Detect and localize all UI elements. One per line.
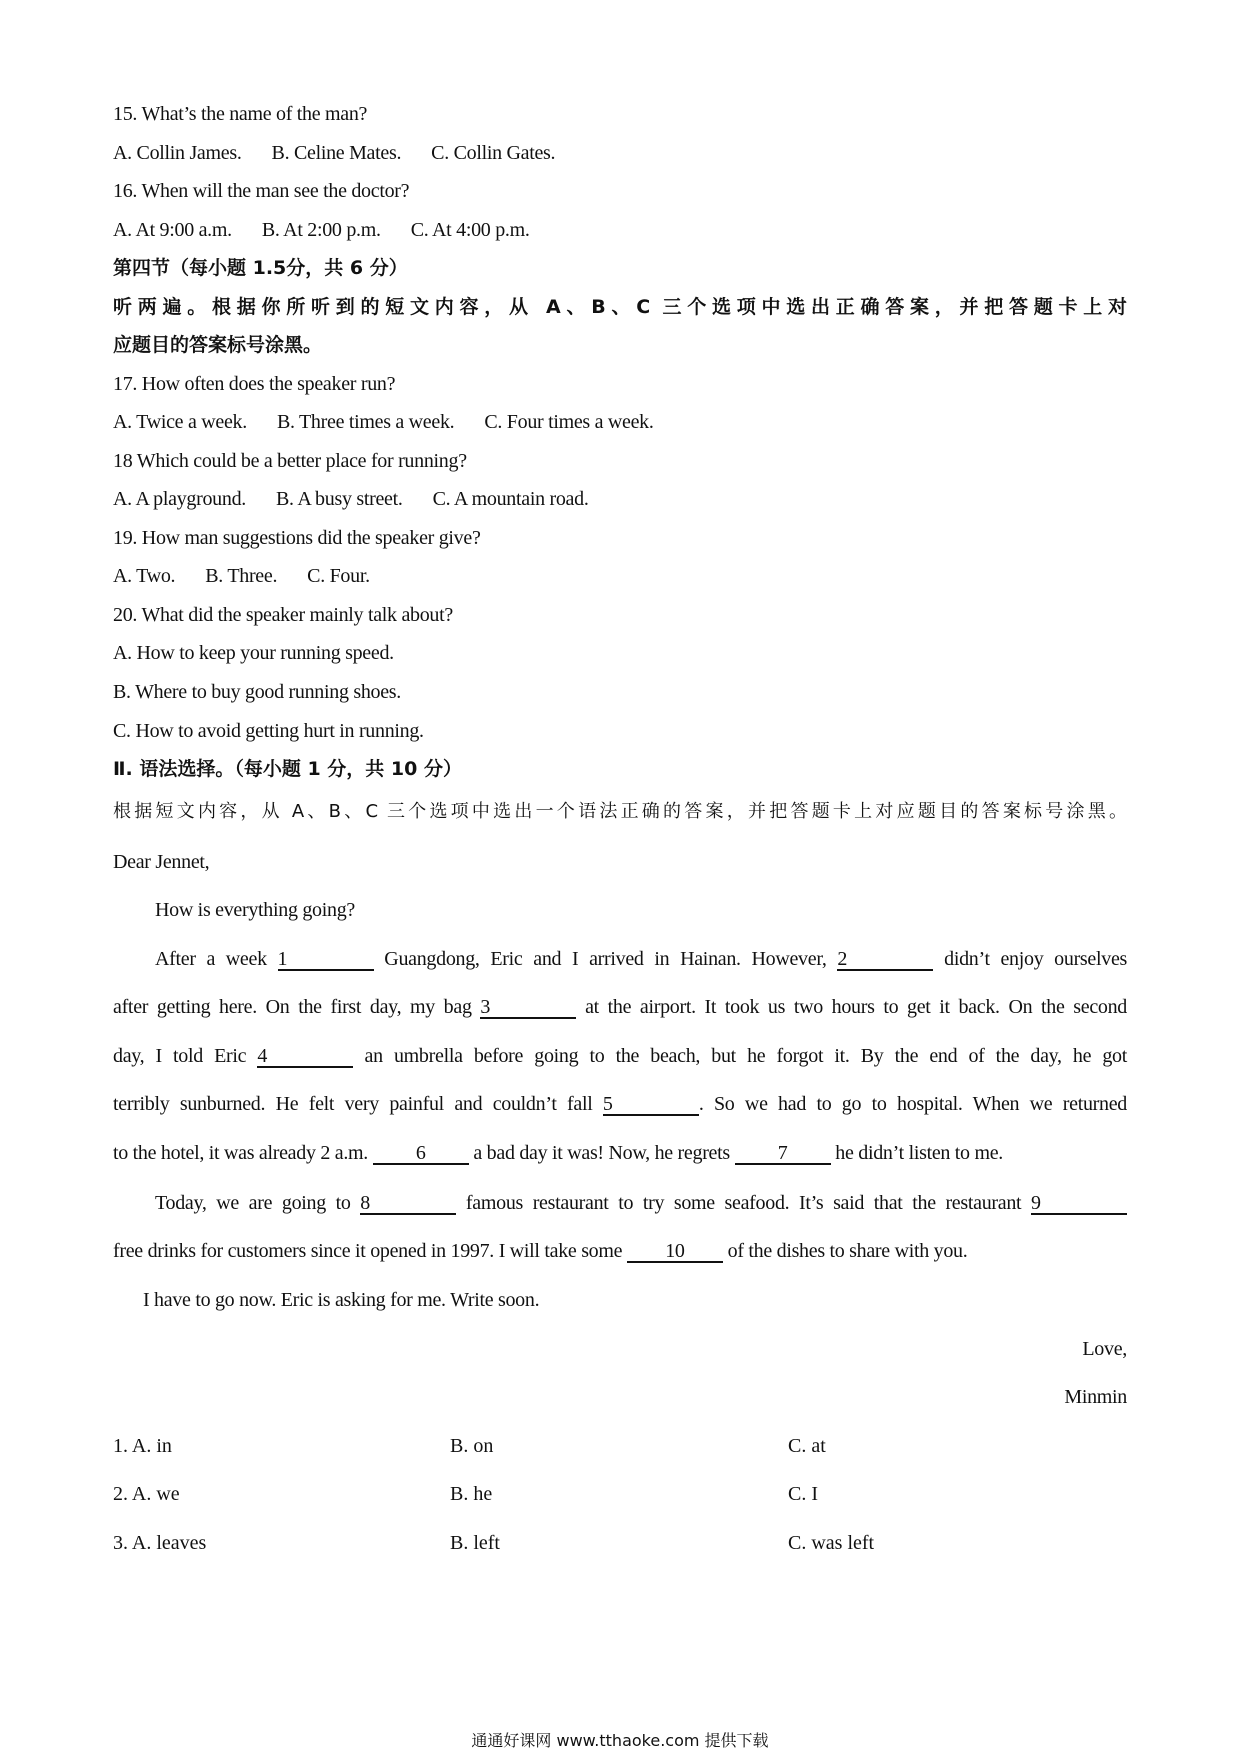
option-3-a: 3. A. leaves bbox=[113, 1532, 207, 1554]
blank-9: 9 bbox=[1031, 1193, 1127, 1215]
option-2-c: C. I bbox=[788, 1483, 818, 1505]
option-a: A. Collin James. bbox=[113, 142, 242, 164]
question-20-option-c: C. How to avoid getting hurt in running. bbox=[113, 720, 424, 742]
option-a: A. At 9:00 a.m. bbox=[113, 219, 232, 241]
letter-line bbox=[113, 1238, 967, 1264]
option-b: B. Three times a week. bbox=[276, 411, 455, 433]
blank-3: 3 bbox=[480, 997, 576, 1019]
blank-1: 1 bbox=[278, 949, 374, 971]
letter-line: How is everything going? bbox=[155, 899, 355, 921]
question-16-options bbox=[113, 217, 530, 243]
letter-greeting: Dear Jennet, bbox=[113, 851, 210, 873]
option-1-c: C. at bbox=[788, 1435, 826, 1457]
option-c: C. Four. bbox=[307, 565, 370, 587]
question-15: 15. What’s the name of the man? bbox=[113, 103, 368, 125]
option-a: A. A playground. bbox=[113, 488, 246, 510]
option-2-b: B. he bbox=[450, 1483, 493, 1505]
blank-7: 7 bbox=[735, 1143, 831, 1165]
option-c: C. At 4:00 p.m. bbox=[410, 219, 530, 241]
option-c: C. A mountain road. bbox=[432, 488, 589, 510]
text: After a week bbox=[155, 948, 278, 970]
letter-line bbox=[113, 994, 1127, 1020]
question-19-options bbox=[113, 563, 370, 589]
option-b: B. Three. bbox=[205, 565, 278, 587]
option-a: A. Twice a week. bbox=[113, 411, 247, 433]
text: to the hotel, it was already 2 a.m. bbox=[113, 1142, 373, 1164]
text: . So we had to go to hospital. When we returned bbox=[698, 1093, 1127, 1115]
text: after getting here. On the first day, my bag bbox=[113, 996, 481, 1018]
letter-signature: Minmin bbox=[1064, 1386, 1127, 1408]
section-4-instruction-line1: 听两遍。根据你所听到的短文内容，从 A、B、C 三个选项中选出正确答案，并把答题卡上对 bbox=[113, 296, 1127, 318]
text: of the dishes to share with you. bbox=[722, 1240, 968, 1262]
option-1-a: 1. A. in bbox=[113, 1435, 172, 1457]
option-b: B. A busy street. bbox=[275, 488, 403, 510]
question-15-options bbox=[113, 140, 555, 166]
grammar-instruction: 根据短文内容，从 A、B、C 三个选项中选出一个语法正确的答案，并把答题卡上对应题目的答案标号涂黑。 bbox=[113, 801, 1127, 822]
option-b: B. Celine Mates. bbox=[271, 142, 402, 164]
text: Guangdong, Eric and I arrived in Hainan. However, bbox=[373, 948, 838, 970]
option-b: B. At 2:00 p.m. bbox=[261, 219, 381, 241]
letter-line: I have to go now. Eric is asking for me. Write soon. bbox=[143, 1289, 540, 1311]
question-20: 20. What did the speaker mainly talk about? bbox=[113, 604, 453, 626]
option-1-b: B. on bbox=[450, 1435, 494, 1457]
text: Today, we are going to bbox=[155, 1192, 361, 1214]
letter-line bbox=[113, 1140, 1003, 1166]
text: a bad day it was! Now, he regrets bbox=[468, 1142, 735, 1164]
question-18: 18 Which could be a better place for running? bbox=[113, 450, 467, 472]
option-c: C. Collin Gates. bbox=[431, 142, 556, 164]
blank-2: 2 bbox=[837, 949, 933, 971]
question-18-options bbox=[113, 486, 589, 512]
option-c: C. Four times a week. bbox=[484, 411, 654, 433]
option-2-a: 2. A. we bbox=[113, 1483, 180, 1505]
question-20-option-b: B. Where to buy good running shoes. bbox=[113, 681, 401, 703]
text: didn’t enjoy ourselves bbox=[933, 948, 1128, 970]
option-3-b: B. left bbox=[450, 1532, 500, 1554]
option-a: A. Two. bbox=[113, 565, 176, 587]
question-17-options bbox=[113, 409, 654, 435]
letter-closing: Love, bbox=[1082, 1338, 1127, 1360]
blank-5: 5 bbox=[603, 1094, 699, 1116]
text: free drinks for customers since it opened in 1997. I will take some bbox=[113, 1240, 627, 1262]
blank-10: 10 bbox=[627, 1241, 723, 1263]
text: he didn’t listen to me. bbox=[830, 1142, 1003, 1164]
section-4-instruction-line2: 应题目的答案标号涂黑。 bbox=[113, 334, 323, 356]
text: at the airport. It took us two hours to get it back. On the second bbox=[576, 996, 1127, 1018]
question-19: 19. How man suggestions did the speaker give? bbox=[113, 527, 481, 549]
blank-4: 4 bbox=[257, 1046, 353, 1068]
footer-watermark: 通通好课网 www.tthaoke.com 提供下载 bbox=[471, 1731, 769, 1750]
text: famous restaurant to try some seafood. It’s said that the restaurant bbox=[456, 1192, 1031, 1214]
blank-8: 8 bbox=[360, 1193, 456, 1215]
text: day, I told Eric bbox=[113, 1045, 258, 1067]
option-3-c: C. was left bbox=[788, 1532, 875, 1554]
letter-line bbox=[113, 1043, 1127, 1069]
text: an umbrella before going to the beach, but he forgot it. By the end of the day, he got bbox=[353, 1045, 1127, 1067]
blank-6: 6 bbox=[373, 1143, 469, 1165]
question-16: 16. When will the man see the doctor? bbox=[113, 180, 410, 202]
text: terribly sunburned. He felt very painful and couldn’t fall bbox=[113, 1093, 603, 1115]
question-17: 17. How often does the speaker run? bbox=[113, 373, 396, 395]
letter-line bbox=[155, 1190, 1127, 1216]
grammar-section-title: Ⅱ. 语法选择。（每小题 1 分，共 10 分） bbox=[113, 758, 462, 780]
question-20-option-a: A. How to keep your running speed. bbox=[113, 642, 394, 664]
letter-line bbox=[155, 946, 1127, 972]
section-4-title: 第四节（每小题 1.5分，共 6 分） bbox=[113, 257, 408, 279]
letter-line bbox=[113, 1091, 1127, 1117]
